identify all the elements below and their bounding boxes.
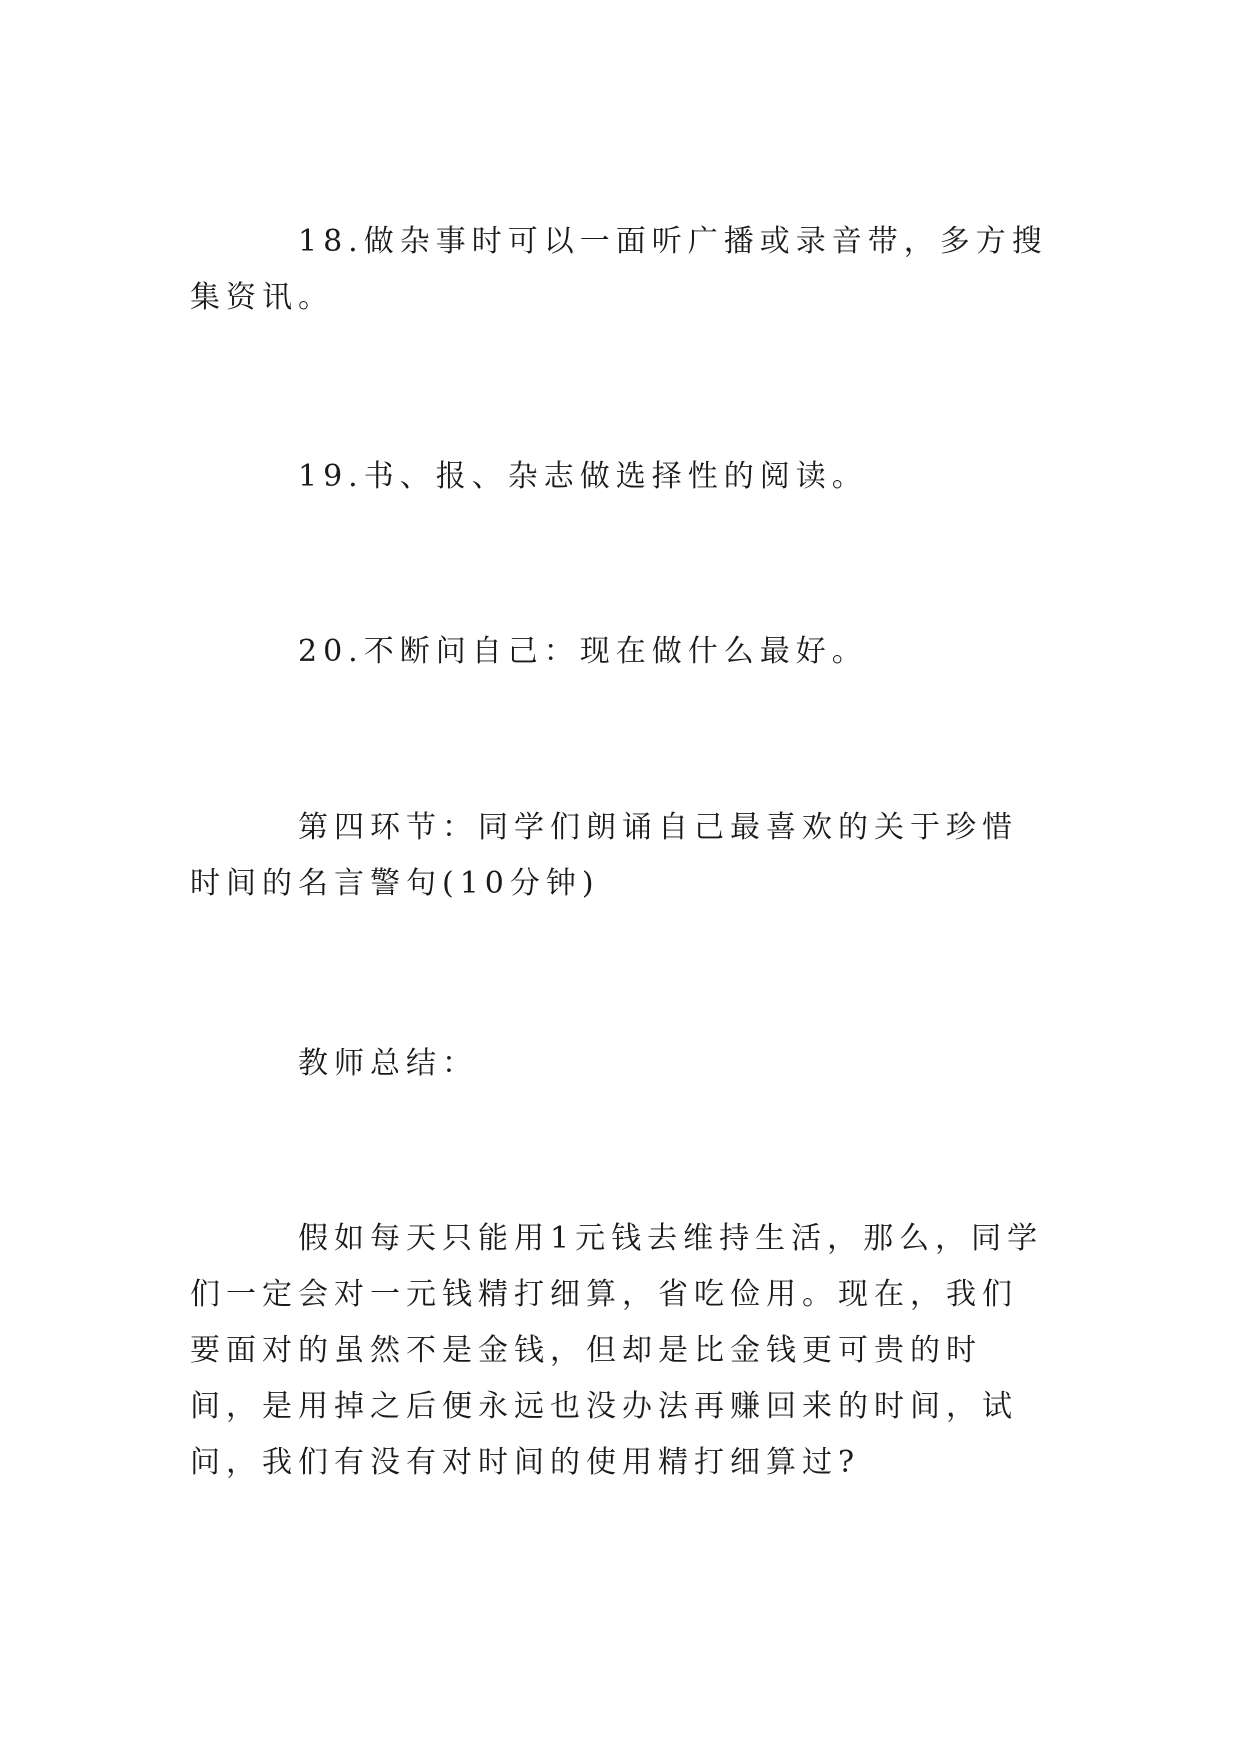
paragraph-section-four: 第四环节：同学们朗诵自己最喜欢的关于珍惜时间的名言警句(10分钟) [190,810,1018,901]
paragraph-item-19: 19.书、报、杂志做选择性的阅读。 [298,459,868,494]
paragraph-item-18: 18.做杂事时可以一面听广播或录音带，多方搜集资讯。 [190,224,1048,315]
paragraph-teacher-summary-body: 假如每天只能用1元钱去维持生活，那么，同学们一定会对一元钱精打细算，省吃俭用。现在，我们要面对的虽然不是金钱，但却是比金钱更可贵的时间，是用掉之后便永远也没办法再赚回来的时间，试问，我们有没有对时间的使用精打细算过? [190,1221,1044,1480]
paragraph-item-20: 20.不断问自己：现在做什么最好。 [298,634,868,669]
paragraph-teacher-summary-heading: 教师总结： [298,1046,478,1081]
